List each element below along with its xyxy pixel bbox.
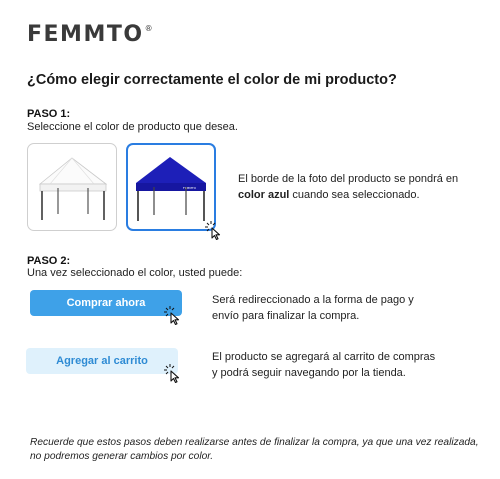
footer-note: Recuerde que estos pasos deben realizarse antes de finalizar la compra, ya que una vez realizada, no podremos generar cambios por color. xyxy=(30,437,479,462)
step1-heading: PASO 1: xyxy=(27,108,71,120)
page-title: ¿Cómo elegir correctamente el color de mi producto? xyxy=(27,72,397,88)
step1-description-pre: El borde de la foto del producto se pondrá en xyxy=(238,173,459,185)
step1-description xyxy=(238,171,478,203)
product-card-white[interactable] xyxy=(27,143,117,231)
brand-name: FEMMTO xyxy=(27,22,144,47)
brand-logo xyxy=(27,22,153,47)
step2-text: Una vez seleccionado el color, usted puede: xyxy=(27,267,243,279)
svg-text:FEMMTO: FEMMTO xyxy=(183,186,196,190)
add-to-cart-button[interactable] xyxy=(26,348,178,374)
product-card-blue[interactable] xyxy=(126,143,216,231)
add-to-cart-label: Agregar al carrito xyxy=(56,355,148,367)
white-tent-image xyxy=(28,144,116,230)
registered-mark: ® xyxy=(144,24,155,33)
click-cursor-icon xyxy=(163,305,183,330)
blue-tent-image xyxy=(128,145,214,229)
click-cursor-icon xyxy=(163,363,183,388)
add-to-cart-description: El producto se agregará al carrito de compras y podrá seguir navegando por la tienda. xyxy=(212,351,436,379)
buy-now-button[interactable] xyxy=(30,290,182,316)
buy-now-description: Será redireccionado a la forma de pago y envío para finalizar la compra. xyxy=(212,294,414,322)
step1-description-post: cuando sea seleccionado. xyxy=(289,189,420,201)
buy-now-label: Comprar ahora xyxy=(66,297,146,309)
step1-description-bold: color azul xyxy=(238,189,290,201)
step2-heading: PASO 2: xyxy=(27,255,71,267)
step1-text: Seleccione el color de producto que desea. xyxy=(27,121,238,133)
click-cursor-icon xyxy=(204,220,224,245)
